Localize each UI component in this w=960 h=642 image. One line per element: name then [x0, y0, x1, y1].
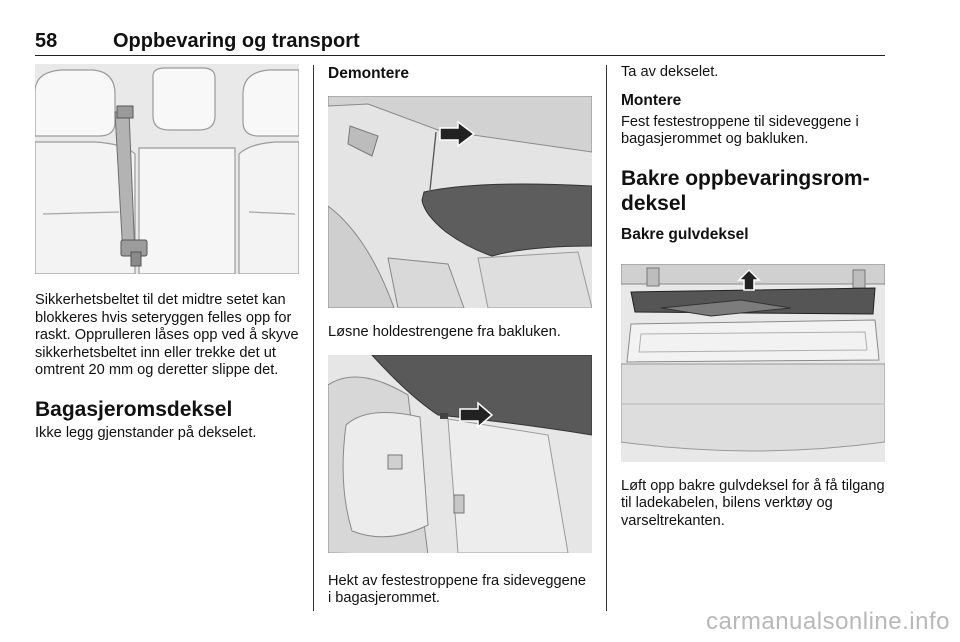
heading-rear-storage-cover: Bakre oppbevaringsromdeksel — [621, 166, 870, 215]
heading-remove: Demontere — [328, 65, 409, 82]
caption-unhook-straps: Hekt av festestroppene fra sideveggene i bagasjerommet. — [328, 572, 586, 606]
heading-rear-floor-cover: Bakre gulvdeksel — [621, 225, 749, 243]
page-header — [35, 30, 885, 52]
caption-loosen-strings: Løsne holdestrengene fra bakluken. — [328, 324, 561, 340]
column-3 — [621, 64, 885, 530]
column-1 — [35, 64, 299, 442]
page-number: 58 — [35, 30, 58, 52]
side-wall-straps-illustration — [328, 355, 592, 553]
luggage-cover-warning: Ikke legg gjenstander på dekselet. — [35, 424, 257, 441]
column-divider-1 — [313, 65, 314, 611]
remove-cover-text: Ta av dekselet. — [621, 64, 719, 80]
heading-install: Montere — [621, 91, 682, 109]
rear-seat-belt-illustration — [35, 64, 299, 274]
header-rule — [35, 55, 885, 56]
tailgate-strings-illustration — [328, 96, 592, 308]
rear-floor-cover-illustration — [621, 264, 885, 462]
watermark: carmanualsonline.info — [706, 608, 950, 635]
floor-cover-instructions: Løft opp bakre gulvdeksel for å få tilgang til ladekabelen, bilens verktøy og varseltrekanten. — [621, 477, 885, 529]
column-2 — [328, 64, 592, 608]
column-divider-2 — [606, 65, 607, 611]
seatbelt-instructions: Sikkerhetsbeltet til det midtre setet kan blokkeres hvis seteryggen felles opp for raskt. Opprulleren låses opp ved å skyve sikkerhetsbeltet inn eller trekke det ut omtrent 20 mm og deretter slippe det. — [35, 292, 299, 378]
chapter-title: Oppbevaring og transport — [113, 30, 360, 52]
install-instructions: Fest festestroppene til sideveggene i bagasjerommet og bakluken. — [621, 113, 859, 147]
heading-luggage-cover: Bagasjeromsdeksel — [35, 397, 233, 421]
